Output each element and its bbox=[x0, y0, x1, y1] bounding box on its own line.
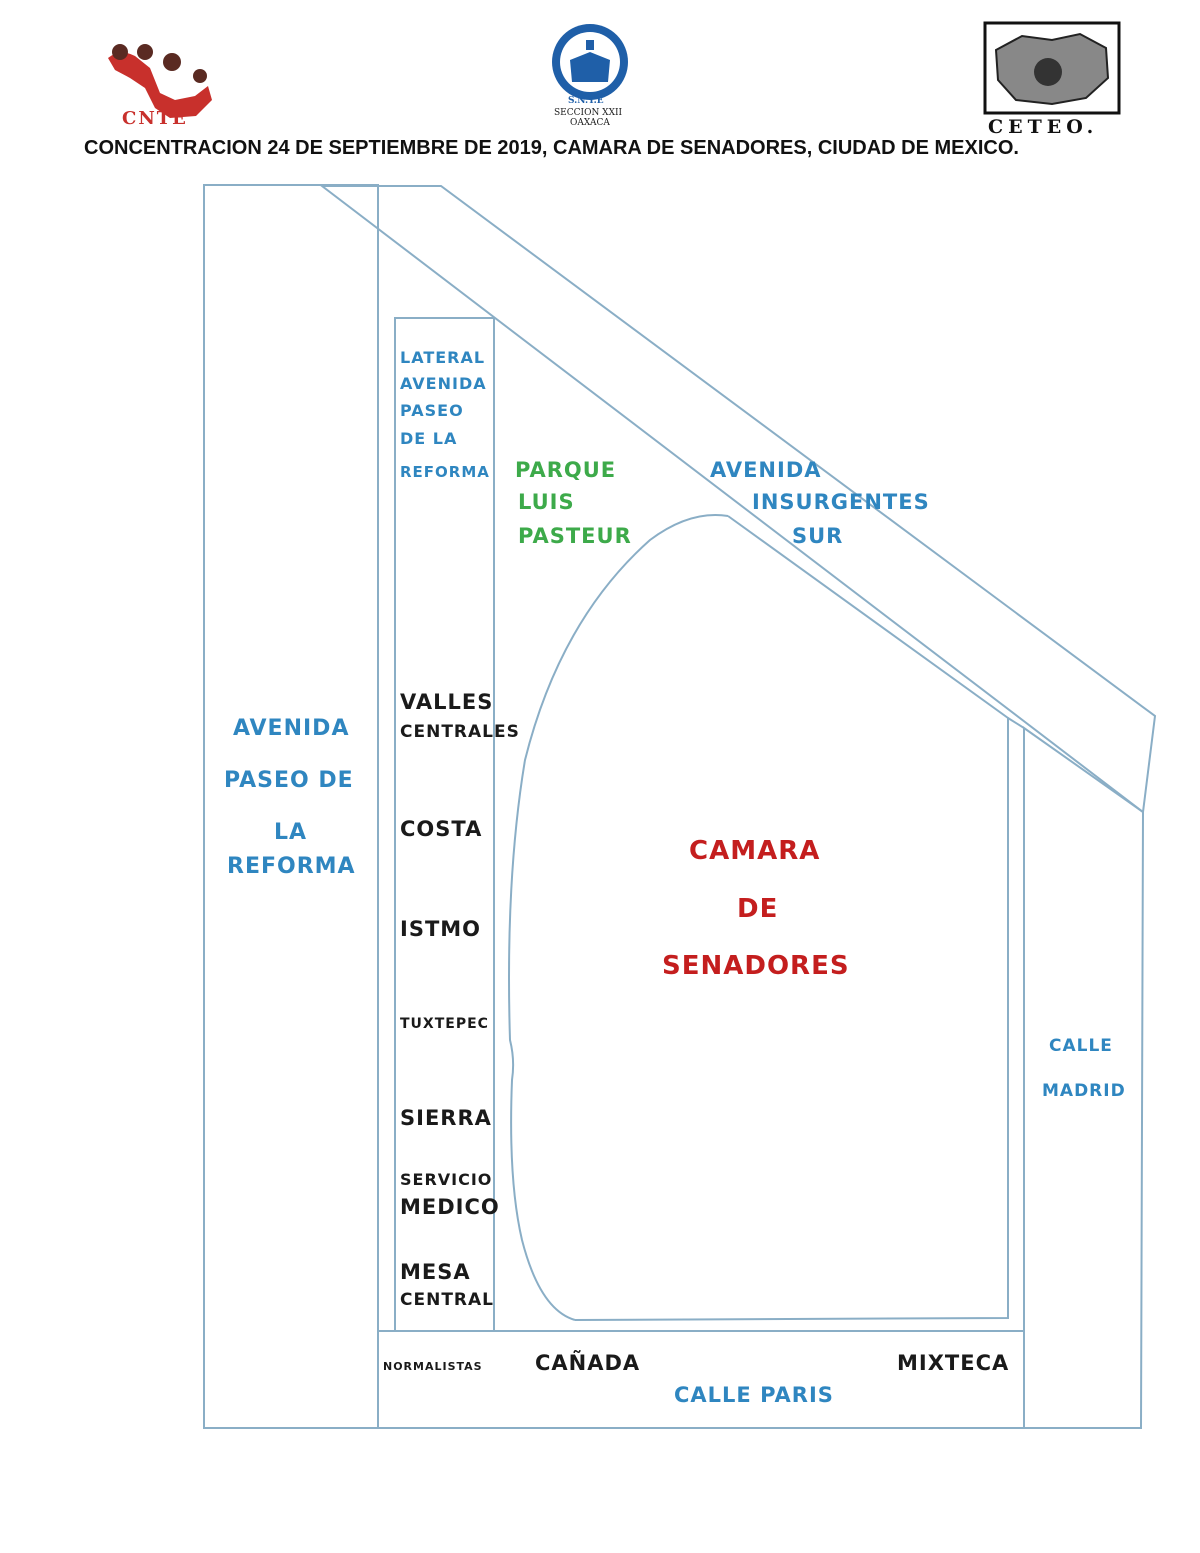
lateral-label-5: REFORMA bbox=[400, 463, 490, 481]
madrid-label-2: MADRID bbox=[1042, 1081, 1126, 1101]
park-label-2: LUIS bbox=[518, 490, 575, 514]
insurgentes-street bbox=[322, 186, 1155, 812]
madrid-street bbox=[1024, 728, 1143, 1428]
senate-label-1: CAMARA bbox=[689, 836, 821, 866]
madrid-label-1: CALLE bbox=[1049, 1036, 1113, 1056]
group-sierra: SIERRA bbox=[400, 1106, 492, 1130]
insurgentes-label-3: SUR bbox=[792, 524, 844, 548]
senate-label-3: SENADORES bbox=[662, 951, 850, 981]
paris-label: CALLE PARIS bbox=[674, 1383, 834, 1407]
lateral-label-4: DE LA bbox=[400, 429, 458, 448]
ceteo-logo-text: CETEO. bbox=[988, 116, 1099, 138]
paseo-reforma-label-1: AVENIDA bbox=[233, 716, 350, 741]
cnte-logo-text: CNTE bbox=[122, 108, 188, 129]
group-mesa-1: MESA bbox=[400, 1260, 471, 1284]
snte-logo-line3: OAXACA bbox=[570, 118, 610, 128]
senate-curve-outline bbox=[509, 515, 728, 1320]
group-istmo: ISTMO bbox=[400, 917, 482, 941]
group-mesa-2: CENTRAL bbox=[400, 1290, 494, 1310]
park-label-1: PARQUE bbox=[515, 458, 617, 482]
page-title: CONCENTRACION 24 DE SEPTIEMBRE DE 2019, CAMARA DE SENADORES, CIUDAD DE MEXICO. bbox=[84, 137, 1019, 159]
group-valles-1: VALLES bbox=[400, 690, 494, 714]
paseo-reforma-label-3: LA bbox=[274, 820, 308, 845]
lateral-label-2: AVENIDA bbox=[400, 374, 487, 393]
senate-label-2: DE bbox=[737, 894, 779, 924]
group-canada: CAÑADA bbox=[535, 1351, 641, 1375]
insurgentes-label-2: INSURGENTES bbox=[752, 490, 930, 514]
paseo-reforma-label-4: REFORMA bbox=[227, 854, 356, 879]
senate-block-diagonal bbox=[575, 516, 1008, 1320]
group-servicio-1: SERVICIO bbox=[400, 1170, 493, 1189]
insurgentes-label-1: AVENIDA bbox=[710, 458, 822, 482]
snte-logo-line2: SECCION XXII bbox=[554, 108, 623, 118]
group-tuxtepec: TUXTEPEC bbox=[400, 1016, 489, 1032]
group-servicio-2: MEDICO bbox=[400, 1195, 500, 1219]
group-valles-2: CENTRALES bbox=[400, 722, 520, 742]
group-costa: COSTA bbox=[400, 817, 483, 841]
group-mixteca: MIXTECA bbox=[897, 1351, 1010, 1375]
paris-street bbox=[378, 1331, 1024, 1428]
lateral-label-1: LATERAL bbox=[400, 348, 486, 367]
paseo-reforma-label-2: PASEO DE bbox=[224, 768, 354, 793]
snte-logo-line1: S.N.T.E bbox=[568, 96, 604, 106]
lateral-label-3: PASEO bbox=[400, 401, 464, 420]
group-normalistas: NORMALISTAS bbox=[383, 1360, 483, 1373]
paseo-reforma-street bbox=[204, 185, 378, 1428]
park-label-3: PASTEUR bbox=[518, 524, 632, 548]
